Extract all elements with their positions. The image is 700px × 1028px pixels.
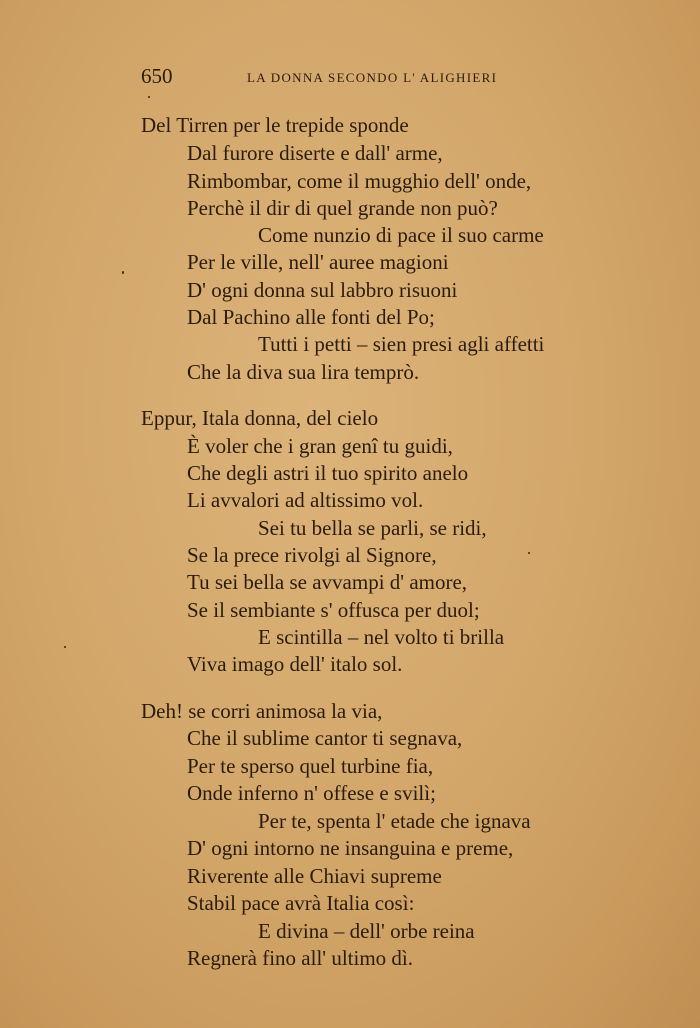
verse-line: Eppur, Itala donna, del cielo [141,406,379,430]
verse-line: Viva imago dell' italo sol. [187,652,403,676]
running-head: LA DONNA SECONDO L' ALIGHIERI [247,70,498,85]
speck [148,96,150,98]
verse-line: E divina – dell' orbe reina [258,919,475,943]
verse-line: Che la diva sua lira temprò. [187,360,420,384]
page-number: 650 [141,64,173,88]
verse-line: Deh! se corri animosa la via, [141,699,383,723]
verse-line: Perchè il dir di quel grande non può? [187,196,498,220]
verse-line: E scintilla – nel volto ti brilla [258,625,505,649]
verse-line: Onde inferno n' offese e svilì; [187,781,436,805]
verse-line: Per te, spenta l' etade che ignava [258,809,531,833]
verse-line: Riverente alle Chiavi supreme [187,864,442,888]
verse-line: D' ogni intorno ne insanguina e preme, [187,836,514,860]
verse-line: Dal Pachino alle fonti del Po; [187,305,435,329]
page-header [141,64,561,94]
verse-line: Se la prece rivolgi al Signore, [187,543,437,567]
verse-line: Tutti i petti – sien presi agli affetti [258,332,545,356]
verse-line: È voler che i gran genî tu guidi, [187,434,453,458]
speck [528,552,530,554]
verse-line: Sei tu bella se parli, se ridi, [258,516,487,540]
verse-line: Se il sembiante s' offusca per duol; [187,598,480,622]
verse-line: Come nunzio di pace il suo carme [258,223,544,247]
verse-line: D' ogni donna sul labbro risuoni [187,278,458,302]
verse-line: Li avvalori ad altissimo vol. [187,488,424,512]
verse-line: Che degli astri il tuo spirito anelo [187,461,469,485]
verse-line: Che il sublime cantor ti segnava, [187,726,463,750]
verse-line: Del Tirren per le trepide sponde [141,113,409,137]
verse-line: Per te sperso quel turbine fia, [187,754,434,778]
verse-line: Per le ville, nell' auree magioni [187,250,449,274]
verse-line: Regnerà fino all' ultimo dì. [187,946,413,970]
verse-line: Dal furore diserte e dall' arme, [187,141,443,165]
speck [64,646,66,648]
verse-line: Tu sei bella se avvampi d' amore, [187,570,468,594]
speck [122,271,124,274]
verse-line: Rimbombar, come il mugghio dell' onde, [187,169,532,193]
verse-line: Stabil pace avrà Italia così: [187,891,415,915]
